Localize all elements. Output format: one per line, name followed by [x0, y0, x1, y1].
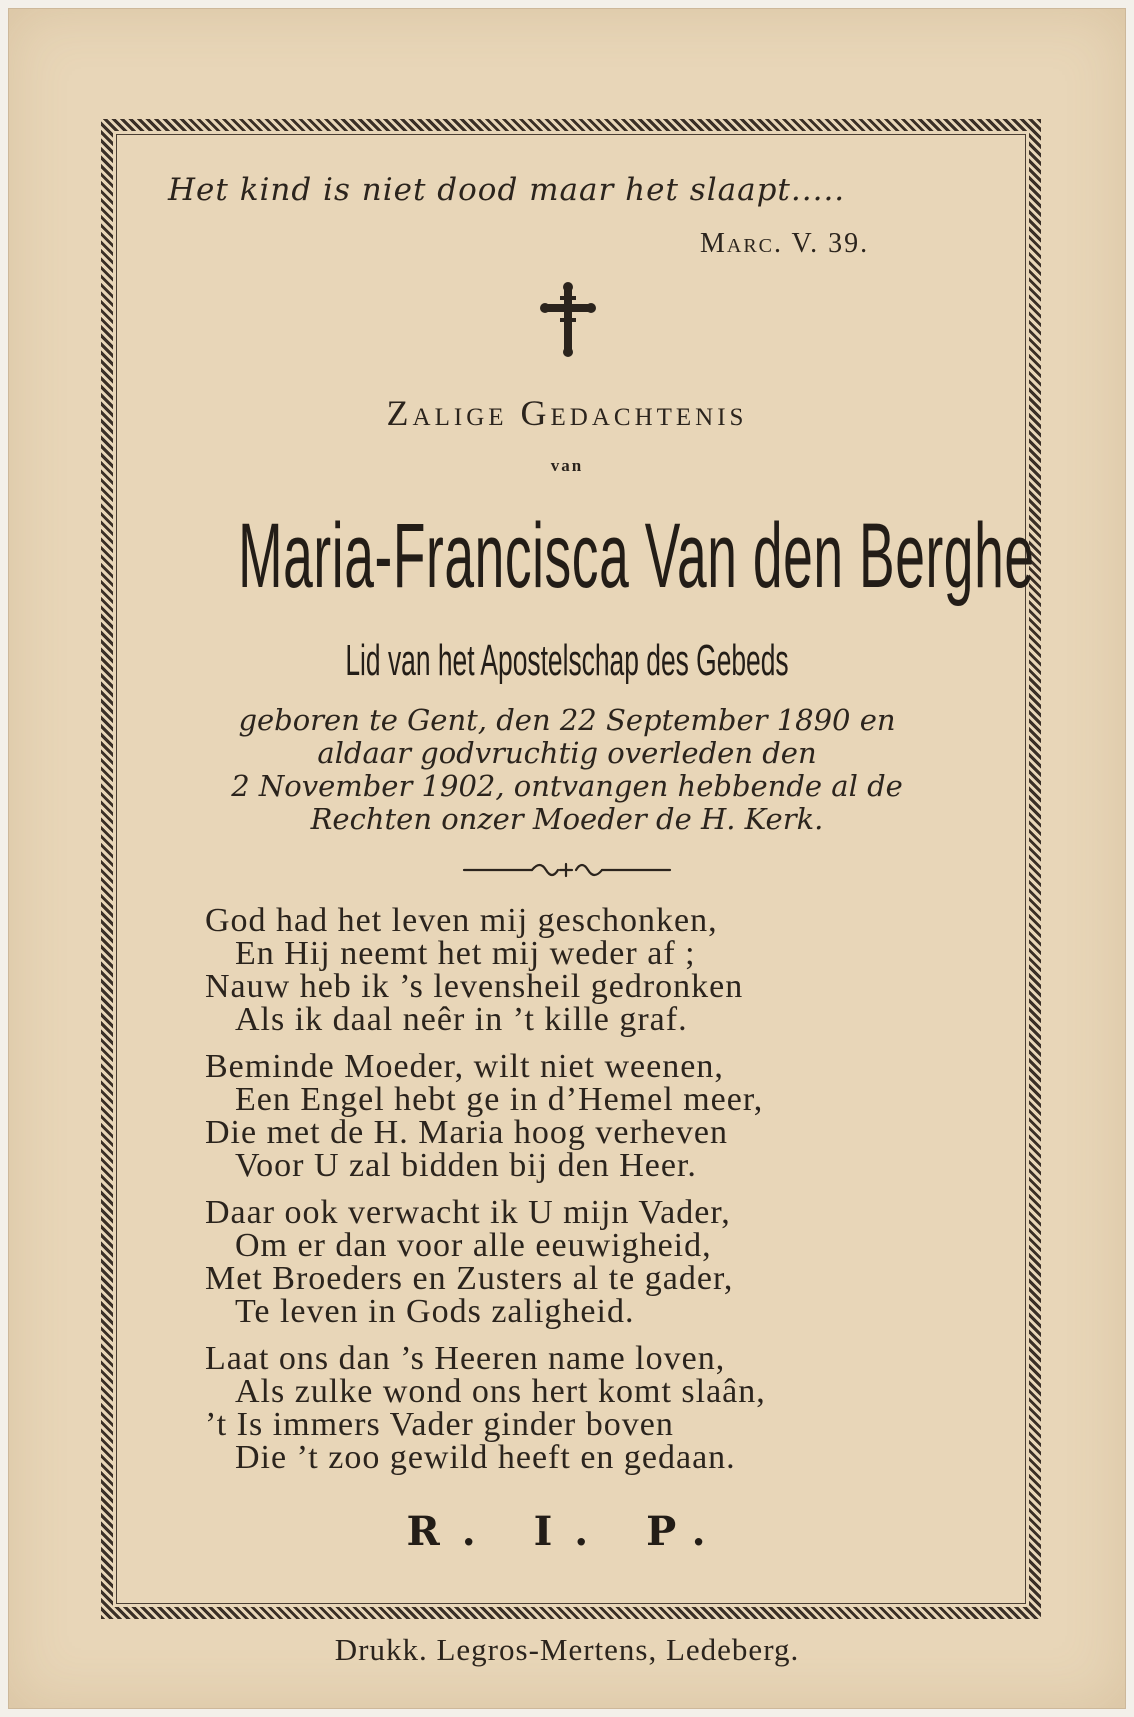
- poem-line: God had het leven mij geschonken,: [205, 902, 718, 939]
- poem-stanza: [205, 1342, 766, 1474]
- poem-stanza: [205, 1196, 766, 1328]
- bio-line: aldaar godvruchtig overleden den: [317, 736, 817, 770]
- poem-line: Een Engel hebt ge in d’Hemel meer,: [235, 1081, 764, 1118]
- poem-stanza: [205, 904, 766, 1036]
- membership-line: Lid van het Apostelschap des Gebeds: [345, 636, 789, 685]
- bio-line: geboren te Gent, den 22 September 1890 en: [238, 703, 896, 737]
- poem-line: Beminde Moeder, wilt niet weenen,: [205, 1048, 724, 1085]
- poem-line: Met Broeders en Zusters al te gader,: [205, 1260, 734, 1297]
- poem-line: ’t Is immers Vader ginder boven: [205, 1406, 674, 1443]
- poem-line: Als ik daal neêr in ’t kille graf.: [235, 1001, 688, 1038]
- poem-line: Nauw heb ik ’s levensheil gedronken: [205, 968, 744, 1005]
- rip-text: R. I. P.: [406, 1508, 728, 1555]
- poem-line: Die met de H. Maria hoog verheven: [205, 1114, 728, 1151]
- van-label: van: [550, 456, 584, 475]
- poem-line: Voor U zal bidden bij den Heer.: [235, 1147, 697, 1184]
- poem-line: Die ’t zoo gewild heeft en gedaan.: [235, 1439, 736, 1476]
- memorial-heading: Zalige Gedachtenis: [386, 393, 748, 433]
- ornament-divider-icon: [462, 858, 672, 882]
- poem: [205, 904, 766, 1488]
- quote-reference: Marc. V. 39.: [700, 228, 870, 259]
- cross-icon: [540, 282, 596, 358]
- bio-line: Rechten onzer Moeder de H. Kerk.: [310, 802, 824, 836]
- poem-line: En Hij neemt het mij weder af ;: [235, 935, 696, 972]
- poem-line: Om er dan voor alle eeuwigheid,: [235, 1227, 712, 1264]
- poem-stanza: [205, 1050, 766, 1182]
- bible-quote: Het kind is niet dood maar het slaapt.....: [168, 172, 846, 208]
- bio-line: 2 November 1902, ontvangen hebbende al de: [231, 769, 903, 803]
- poem-line: Daar ook verwacht ik U mijn Vader,: [205, 1194, 731, 1231]
- poem-line: Te leven in Gods zaligheid.: [235, 1293, 635, 1330]
- printer-credit: Drukk. Legros-Mertens, Ledeberg.: [334, 1632, 800, 1667]
- biography: [150, 704, 984, 836]
- poem-line: Als zulke wond ons hert komt slaân,: [235, 1373, 766, 1410]
- deceased-name: Maria-Francisca Van den Berghe: [238, 505, 1035, 607]
- poem-line: Laat ons dan ’s Heeren name loven,: [205, 1340, 726, 1377]
